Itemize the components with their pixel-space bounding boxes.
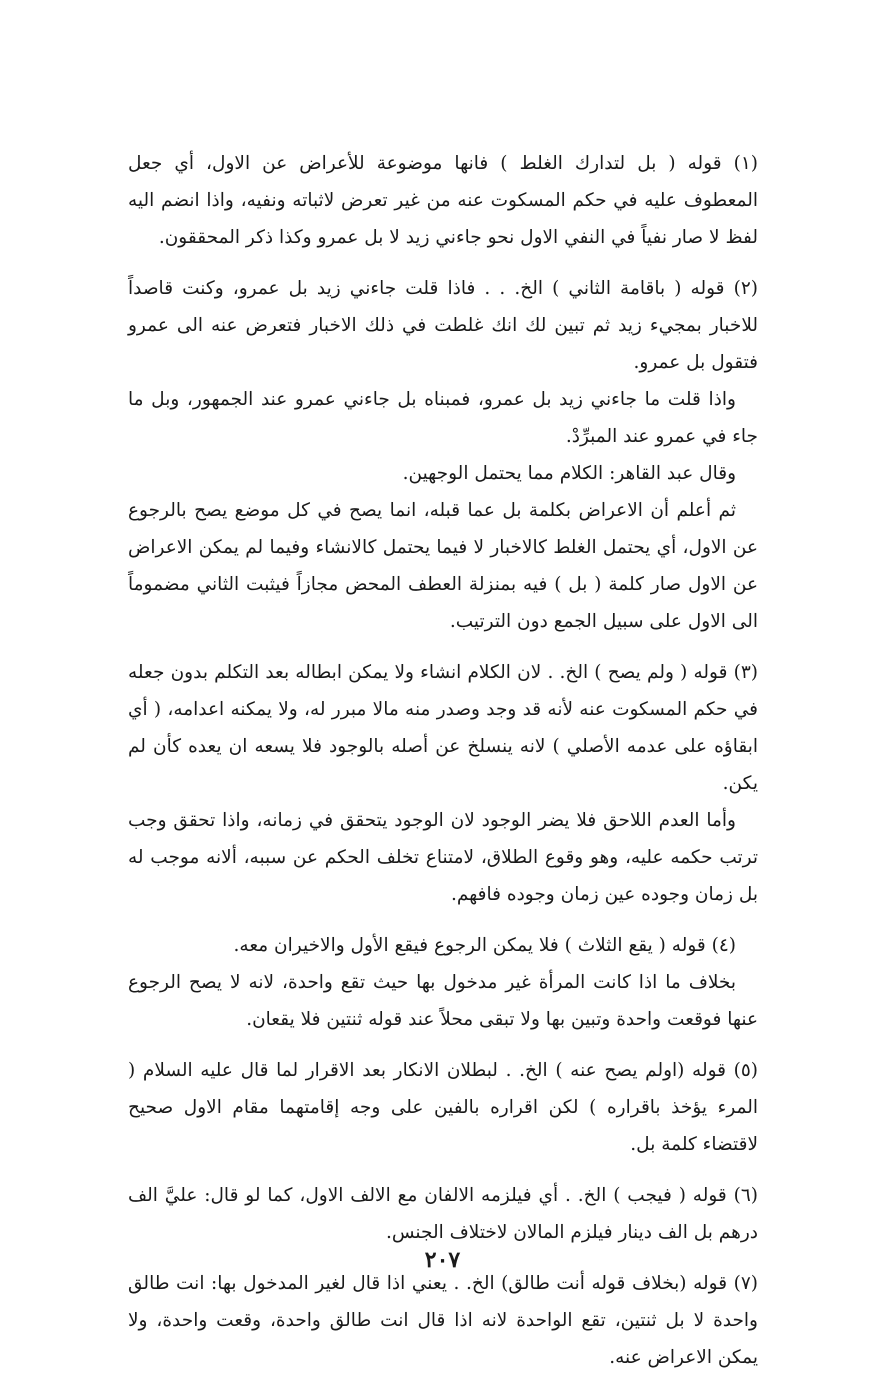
footnote-1 bbox=[128, 145, 758, 256]
footnote-paragraph: وأما العدم اللاحق فلا يضر الوجود لان الوجود يتحقق في زمانه، واذا تحقق وجب ترتب حكمه عليه، وهو وقوع الطلاق، لامتناع تخلف الحكم عن سببه، ألانه موجب له بل زمان وجوده عين زمان وجوده فافهم. bbox=[128, 810, 758, 905]
footnote-paragraph: (١) قوله ( بل لتدارك الغلط ) فانها موضوعة للأعراض عن الاول، أي جعل المعطوف عليه في حكم المسكوت عنه من غير تعرض لاثباته ونفيه، واذا انضم اليه لفظ لا صار نفياً في النفي الاول نحو جاءني زيد لا بل عمرو وكذا ذكر المحققون. bbox=[128, 153, 758, 248]
page-number: ٢٠٧ bbox=[424, 1247, 461, 1273]
footnote-6 bbox=[128, 1177, 758, 1251]
footnote-7 bbox=[128, 1265, 758, 1376]
footnotes-body bbox=[128, 145, 758, 1390]
footnote-paragraph: بخلاف ما اذا كانت المرأة غير مدخول بها حيث تقع واحدة، لانه لا يصح الرجوع عنها فوقعت واحدة وتبين بها ولا تبقى محلاً عند قوله ثنتين فلا يقعان. bbox=[128, 972, 758, 1030]
footnote-4 bbox=[128, 927, 758, 1038]
footnote-paragraph: (٢) قوله ( باقامة الثاني ) الخ. . . فاذا قلت جاءني زيد بل عمرو، وكنت قاصداً للاخبار بمجيء زيد ثم تبين لك انك غلطت في ذلك الاخبار فتعرض عنه الى عمرو فتقول بل عمرو. bbox=[128, 278, 758, 373]
footnote-paragraph: (٣) قوله ( ولم يصح ) الخ. . لان الكلام انشاء ولا يمكن ابطاله بعد التكلم بدون جعله في حكم المسكوت عنه لأنه قد وجد وصدر منه مالا مبرر له، ولا يمكنه اعدامه، ( أي ابقاؤه على عدمه الأصلي ) لانه ينسلخ عن أصله بالوجود فلا يسعه ان يعده كأن لم يكن. bbox=[128, 662, 758, 794]
footnote-2 bbox=[128, 270, 758, 640]
footnote-paragraph: (٧) قوله (بخلاف قوله أنت طالق) الخ. . يعني اذا قال لغير المدخول بها: انت طالق واحدة لا بل ثنتين، تقع الواحدة لانه اذا قال انت طالق واحدة، وقعت واحدة، ولا يمكن الاعراض عنه. bbox=[128, 1273, 758, 1368]
footnote-paragraph: (٤) قوله ( يقع الثلاث ) فلا يمكن الرجوع فيقع الأول والاخيران معه. bbox=[233, 935, 736, 956]
footnote-paragraph: وقال عبد القاهر: الكلام مما يحتمل الوجهين. bbox=[402, 463, 736, 484]
footnote-paragraph: (٦) قوله ( فيجب ) الخ. . أي فيلزمه الالفان مع الالف الاول، كما لو قال: عليَّ الف درهم بل الف دينار فيلزم المالان لاختلاف الجنس. bbox=[128, 1185, 758, 1243]
footnote-paragraph: (٥) قوله (اولم يصح عنه ) الخ. . لبطلان الانكار بعد الاقرار لما قال عليه السلام ( المرء يؤخذ باقراره ) لكن اقراره بالفين على وجه إقامتهما مقام الاول صحيح لاقتضاء كلمة بل. bbox=[128, 1060, 758, 1155]
footnote-5 bbox=[128, 1052, 758, 1163]
footnote-paragraph: واذا قلت ما جاءني زيد بل عمرو، فمبناه بل جاءني عمرو عند الجمهور، وبل ما جاء في عمرو عند المبرِّدْ. bbox=[128, 389, 758, 447]
footnote-paragraph: ثم أعلم أن الاعراض بكلمة بل عما قبله، انما يصح في كل موضع يصح بالرجوع عن الاول، أي يحتمل الغلط كالاخبار لا فيما يحتمل كالانشاء وفيما لم يمكن الاعراض عن الاول صار كلمة ( بل ) فيه بمنزلة العطف المحض مجازاً فيثبت الثاني مضموماً الى الاول على سبيل الجمع دون الترتيب. bbox=[128, 500, 758, 632]
footnote-3 bbox=[128, 654, 758, 913]
